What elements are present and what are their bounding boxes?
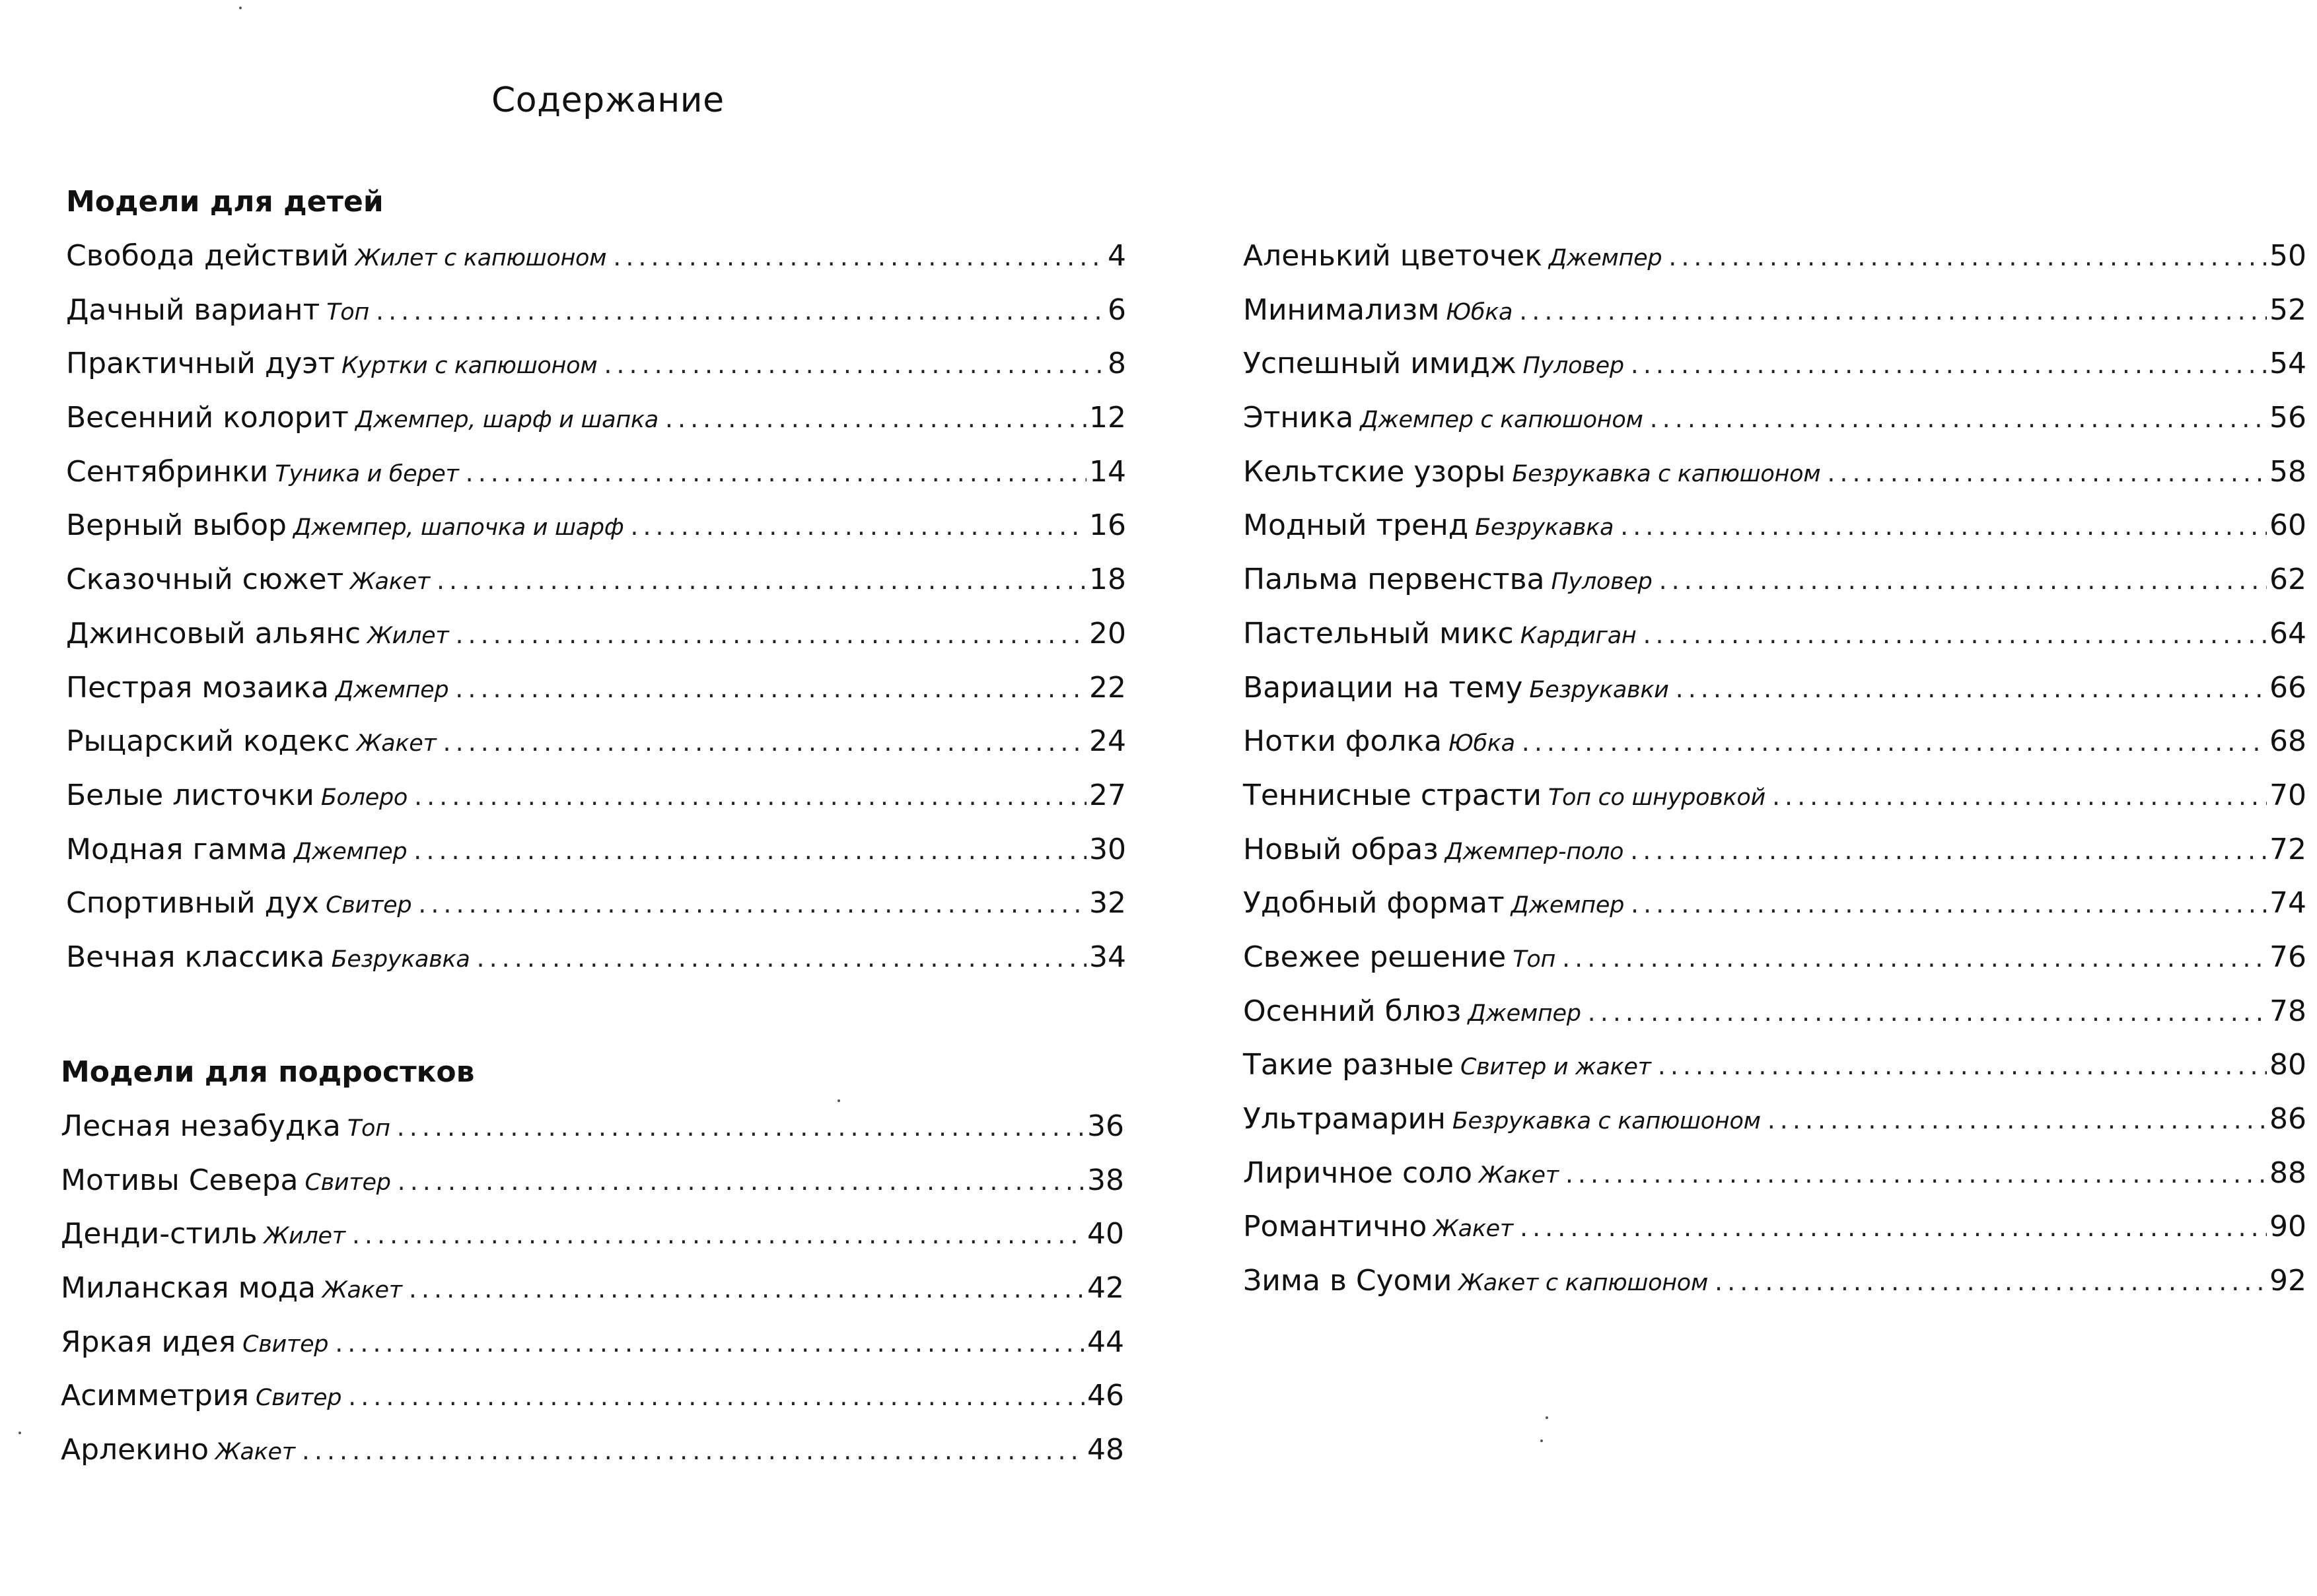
dot-leader	[397, 1113, 1085, 1142]
toc-entry	[1243, 994, 2306, 1049]
entry-title: Сказочный сюжет	[66, 563, 344, 597]
entry-title: Минимализм	[1243, 293, 1440, 327]
entry-page-number: 64	[2269, 616, 2306, 650]
entry-title: Удобный формат	[1243, 886, 1505, 920]
entry-page-number: 30	[1089, 832, 1126, 866]
entry-type: Джемпер-поло	[1444, 838, 1624, 865]
entry-page-number: 80	[2269, 1048, 2306, 1082]
entry-type: Болеро	[320, 784, 408, 811]
entry-page-number: 20	[1089, 616, 1126, 650]
toc-entry	[1243, 1102, 2306, 1156]
toc-entry	[1243, 563, 2306, 617]
dot-leader	[302, 1436, 1085, 1465]
toc-entry	[61, 1379, 1124, 1433]
entry-type: Безрукавка	[1475, 514, 1614, 541]
entry-type: Свитер	[255, 1385, 342, 1412]
entry-type: Безрукавки	[1529, 676, 1669, 703]
entry-type: Юбка	[1448, 730, 1515, 757]
toc-entry	[1243, 724, 2306, 779]
entry-title: Свобода действий	[66, 239, 349, 273]
dot-leader	[376, 296, 1105, 326]
dot-leader	[1565, 1160, 2267, 1189]
entry-title: Джинсовый альянс	[66, 616, 361, 650]
entry-type: Пуловер	[1551, 569, 1653, 596]
toc-entry	[66, 293, 1126, 347]
toc-entry	[66, 455, 1126, 509]
entry-type: Безрукавка	[331, 946, 470, 973]
entry-page-number: 8	[1108, 347, 1126, 381]
entry-page-number: 27	[1089, 778, 1126, 812]
entry-type: Джемпер с капюшоном	[1360, 407, 1643, 434]
dot-leader	[335, 1329, 1085, 1358]
toc-entry	[66, 886, 1126, 940]
dot-leader	[1588, 998, 2267, 1027]
dot-leader	[1631, 350, 2267, 379]
entry-type: Джемпер	[1548, 245, 1662, 271]
entry-title: Белые листочки	[66, 778, 314, 812]
entry-page-number: 42	[1087, 1271, 1124, 1305]
entry-page-number: 24	[1089, 724, 1126, 759]
entry-page-number: 66	[2269, 670, 2306, 705]
toc-entry	[66, 401, 1126, 455]
dot-leader	[1522, 728, 2267, 757]
toc-entry	[66, 833, 1126, 887]
entry-title: Спортивный дух	[66, 886, 320, 920]
entry-page-number: 56	[2269, 401, 2306, 435]
entry-page-number: 68	[2269, 724, 2306, 759]
entry-title: Зима в Суоми	[1243, 1264, 1452, 1298]
entry-type: Топ	[1513, 946, 1556, 973]
dot-leader	[1620, 512, 2267, 541]
entry-page-number: 34	[1089, 940, 1126, 974]
entry-type: Джемпер, шарф и шапка	[355, 407, 659, 434]
entry-title: Этника	[1243, 401, 1354, 435]
toc-entry	[1243, 940, 2306, 994]
entry-title: Пальма первенства	[1243, 563, 1545, 597]
dot-leader	[1631, 889, 2267, 919]
entry-title: Вечная классика	[66, 940, 325, 974]
dot-leader	[1519, 296, 2267, 326]
entry-title: Весенний колорит	[66, 401, 349, 435]
dot-leader	[630, 512, 1087, 541]
entry-page-number: 50	[2269, 239, 2306, 273]
toc-entry	[1243, 401, 2306, 455]
toc-entry	[1243, 779, 2306, 833]
entry-type: Жакет	[350, 569, 430, 596]
entry-page-number: 12	[1089, 401, 1126, 435]
toc-entry	[66, 347, 1126, 401]
toc-list-teens	[61, 1109, 1124, 1487]
entry-type: Жилет	[264, 1223, 345, 1250]
entry-page-number: 6	[1108, 293, 1126, 327]
dot-leader	[1658, 1051, 2267, 1080]
dot-leader	[1668, 242, 2267, 271]
entry-title: Лесная незабудка	[61, 1109, 341, 1143]
entry-title: Верный выбор	[66, 508, 287, 543]
entry-page-number: 48	[1087, 1433, 1124, 1467]
dot-leader	[455, 620, 1087, 649]
entry-title: Такие разные	[1243, 1048, 1454, 1082]
toc-entry	[1243, 1048, 2306, 1102]
toc-entry	[66, 508, 1126, 563]
toc-entry	[1243, 508, 2306, 563]
entry-type: Жакет	[356, 730, 437, 757]
dot-leader	[1643, 620, 2267, 649]
toc-entry	[66, 671, 1126, 725]
toc-entry	[66, 239, 1126, 293]
entry-type: Кардиган	[1520, 622, 1637, 649]
entry-page-number: 22	[1089, 670, 1126, 705]
entry-page-number: 76	[2269, 940, 2306, 974]
entry-type: Безрукавка с капюшоном	[1512, 460, 1821, 487]
entry-title: Успешный имидж	[1243, 347, 1516, 381]
section-heading-children: Модели для детей	[66, 185, 384, 219]
entry-page-number: 70	[2269, 778, 2306, 812]
entry-page-number: 92	[2269, 1264, 2306, 1298]
entry-title: Нотки фолка	[1243, 724, 1442, 759]
toc-entry	[1243, 347, 2306, 401]
toc-entry	[66, 617, 1126, 671]
entry-type: Джемпер	[293, 838, 408, 865]
entry-title: Кельтские узоры	[1243, 454, 1506, 489]
entry-page-number: 32	[1089, 886, 1126, 920]
toc-list-children	[66, 239, 1126, 994]
dot-leader	[1630, 836, 2267, 865]
toc-entry	[1243, 833, 2306, 887]
entry-type: Жакет	[1479, 1162, 1559, 1189]
entry-page-number: 86	[2269, 1102, 2306, 1136]
entry-title: Новый образ	[1243, 832, 1439, 866]
toc-entry	[1243, 671, 2306, 725]
toc-entry	[1243, 1210, 2306, 1264]
dot-leader	[352, 1220, 1085, 1249]
entry-page-number: 40	[1087, 1217, 1124, 1251]
dot-leader	[1562, 944, 2267, 973]
entry-page-number: 52	[2269, 293, 2306, 327]
dot-leader	[604, 350, 1105, 379]
dot-leader	[1827, 458, 2267, 487]
entry-title: Миланская мода	[61, 1271, 316, 1305]
entry-page-number: 44	[1087, 1325, 1124, 1359]
toc-entry	[1243, 886, 2306, 940]
entry-type: Джемпер	[1511, 892, 1624, 919]
entry-page-number: 74	[2269, 886, 2306, 920]
toc-entry	[1243, 293, 2306, 347]
entry-type: Свитер	[304, 1169, 391, 1196]
toc-entry	[1243, 455, 2306, 509]
entry-title: Лиричное соло	[1243, 1156, 1473, 1190]
dot-leader	[1520, 1213, 2267, 1242]
scan-speck	[1540, 1440, 1543, 1442]
dot-leader	[443, 728, 1087, 757]
toc-entry	[61, 1109, 1124, 1163]
page-title: Содержание	[491, 81, 725, 120]
entry-page-number: 58	[2269, 454, 2306, 489]
dot-leader	[418, 889, 1087, 919]
entry-page-number: 60	[2269, 508, 2306, 543]
entry-title: Яркая идея	[61, 1325, 236, 1359]
dot-leader	[477, 944, 1087, 973]
entry-type: Свитер	[242, 1331, 329, 1358]
dot-leader	[414, 782, 1087, 811]
toc-entry	[61, 1163, 1124, 1218]
toc-entry	[1243, 1156, 2306, 1210]
entry-page-number: 72	[2269, 832, 2306, 866]
entry-type: Топ со шнуровкой	[1548, 784, 1765, 811]
toc-entry	[66, 779, 1126, 833]
toc-entry	[1243, 617, 2306, 671]
entry-type: Жилет с капюшоном	[355, 245, 607, 271]
entry-type: Пуловер	[1522, 353, 1624, 380]
dot-leader	[348, 1382, 1085, 1411]
entry-title: Модный тренд	[1243, 508, 1469, 543]
entry-title: Дачный вариант	[66, 293, 320, 327]
dot-leader	[455, 674, 1087, 703]
section-heading-teens: Модели для подростков	[61, 1055, 475, 1089]
dot-leader	[466, 458, 1087, 487]
entry-title: Пастельный микс	[1243, 616, 1514, 650]
entry-title: Рыцарский кодекс	[66, 724, 350, 759]
entry-type: Безрукавка с капюшоном	[1452, 1108, 1761, 1134]
toc-entry	[61, 1271, 1124, 1325]
entry-page-number: 78	[2269, 994, 2306, 1028]
entry-type: Жакет	[1433, 1216, 1514, 1243]
entry-type: Юбка	[1446, 298, 1513, 326]
entry-type: Джемпер	[1468, 1000, 1581, 1027]
entry-page-number: 16	[1089, 508, 1126, 543]
entry-title: Денди-стиль	[61, 1217, 258, 1251]
scan-speck	[1546, 1416, 1548, 1419]
entry-page-number: 36	[1087, 1109, 1124, 1143]
entry-title: Мотивы Севера	[61, 1163, 299, 1197]
entry-title: Арлекино	[61, 1433, 209, 1467]
entry-type: Жакет	[322, 1277, 402, 1304]
entry-title: Романтично	[1243, 1210, 1427, 1244]
entry-page-number: 18	[1089, 563, 1126, 597]
dot-leader	[1659, 566, 2267, 595]
entry-page-number: 38	[1087, 1163, 1124, 1197]
dot-leader	[1650, 404, 2267, 433]
entry-type: Жилет	[367, 622, 449, 649]
entry-page-number: 46	[1087, 1379, 1124, 1413]
toc-entry	[1243, 1264, 2306, 1318]
scan-speck	[838, 1099, 840, 1102]
entry-type: Жакет	[215, 1439, 295, 1466]
dot-leader	[1767, 1105, 2267, 1134]
entry-title: Асимметрия	[61, 1379, 249, 1413]
entry-type: Свитер	[326, 892, 412, 919]
entry-title: Практичный дуэт	[66, 347, 336, 381]
toc-entry	[66, 563, 1126, 617]
entry-page-number: 54	[2269, 347, 2306, 381]
toc-entry	[61, 1433, 1124, 1487]
entry-page-number: 62	[2269, 563, 2306, 597]
entry-title: Ультрамарин	[1243, 1102, 1446, 1136]
toc-entry	[61, 1217, 1124, 1271]
scan-speck	[239, 7, 242, 9]
entry-page-number: 90	[2269, 1210, 2306, 1244]
dot-leader	[409, 1274, 1085, 1303]
toc-entry	[66, 940, 1126, 994]
entry-type: Жакет с капюшоном	[1458, 1270, 1709, 1297]
entry-page-number: 4	[1108, 239, 1126, 273]
dot-leader	[1772, 782, 2267, 811]
entry-type: Куртки с капюшоном	[341, 353, 598, 380]
entry-type: Джемпер, шапочка и шарф	[293, 514, 624, 541]
dot-leader	[613, 242, 1105, 271]
entry-page-number: 14	[1089, 454, 1126, 489]
toc-entry	[66, 724, 1126, 779]
scan-speck	[18, 1432, 21, 1434]
toc-entry	[1243, 239, 2306, 293]
entry-title: Сентябринки	[66, 454, 269, 489]
dot-leader	[665, 404, 1087, 433]
entry-title: Модная гамма	[66, 832, 287, 866]
dot-leader	[398, 1167, 1085, 1196]
toc-list-continued	[1243, 239, 2306, 1318]
dot-leader	[413, 836, 1087, 865]
entry-title: Осенний блюз	[1243, 994, 1462, 1028]
dot-leader	[1715, 1267, 2267, 1296]
entry-type: Туника и берет	[275, 460, 459, 487]
dot-leader	[1676, 674, 2267, 703]
entry-type: Свитер и жакет	[1460, 1054, 1651, 1081]
entry-title: Теннисные страсти	[1243, 778, 1542, 812]
entry-page-number: 88	[2269, 1156, 2306, 1190]
entry-type: Топ	[326, 298, 369, 326]
entry-title: Вариации на тему	[1243, 670, 1523, 705]
entry-title: Свежее решение	[1243, 940, 1507, 974]
entry-type: Топ	[347, 1115, 390, 1142]
toc-entry	[61, 1325, 1124, 1379]
entry-title: Аленький цветочек	[1243, 239, 1542, 273]
entry-title: Пестрая мозаика	[66, 670, 329, 705]
dot-leader	[437, 566, 1087, 595]
entry-type: Джемпер	[335, 676, 449, 703]
